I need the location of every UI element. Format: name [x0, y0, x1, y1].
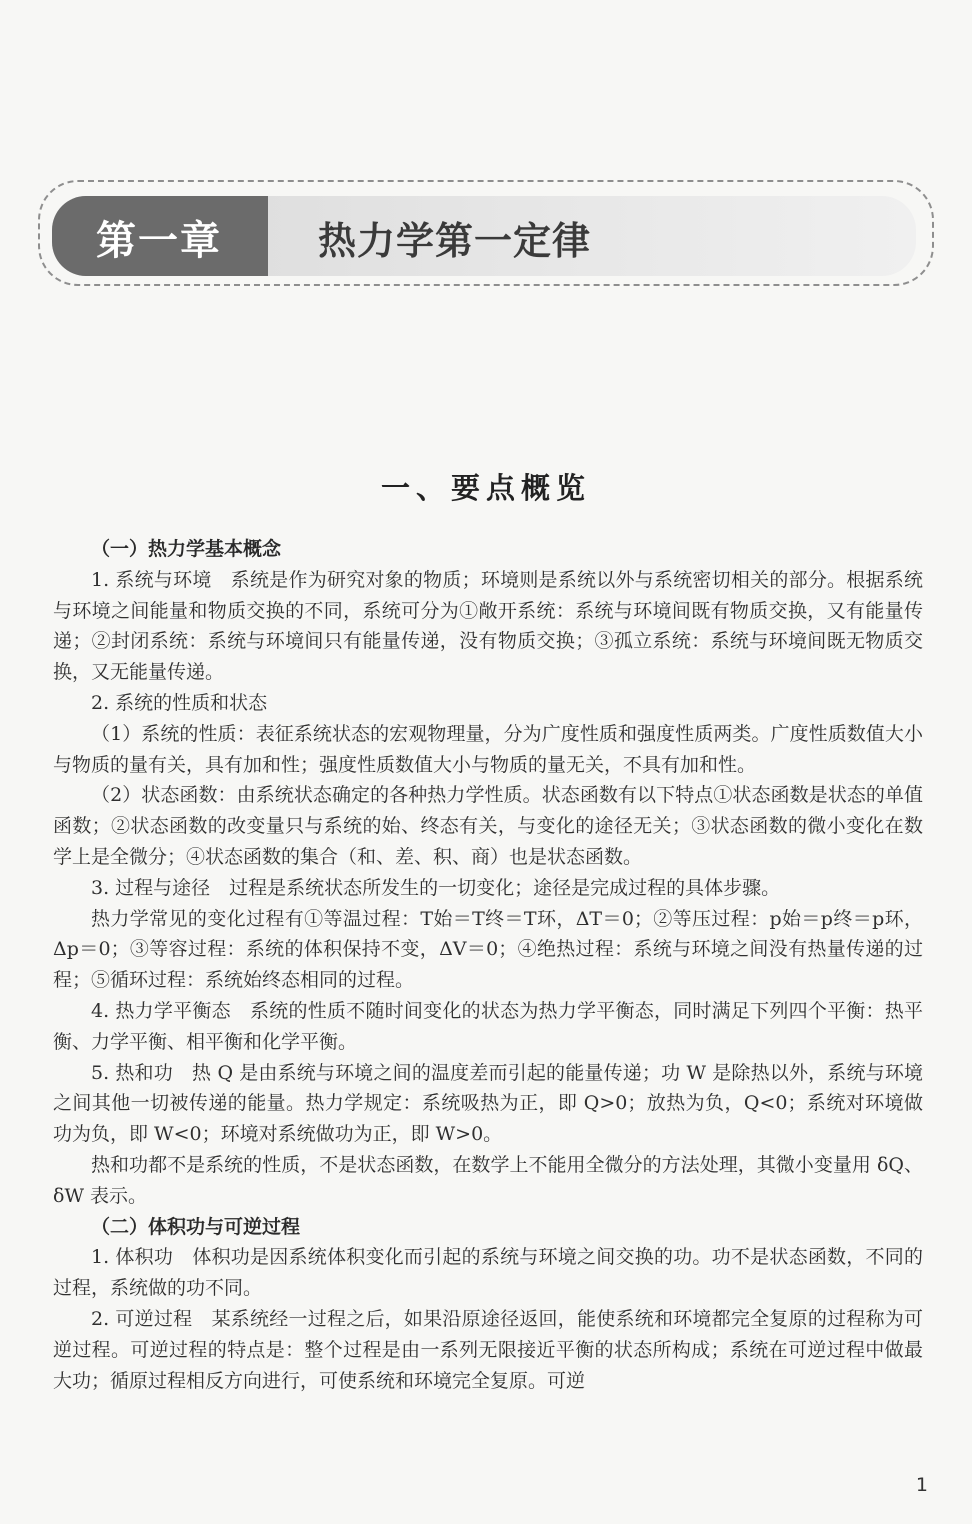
paragraph: 热力学常见的变化过程有①等温过程：T始＝T终＝T环，ΔT＝0；②等压过程：p始＝p终＝p环，Δp＝0；③等容过程：系统的体积保持不变，ΔV＝0；④绝热过程：系统与环境之间没有热量传递的过程；⑤循环过程：系统始终态相同的过程。	[53, 907, 923, 992]
chapter-title: 热力学第一定律	[318, 219, 592, 263]
chapter-number-box	[52, 196, 268, 276]
paragraph: 热和功都不是系统的性质，不是状态函数，在数学上不能用全微分的方法处理，其微小变量用 δQ、δW 表示。	[53, 1153, 923, 1207]
paragraph: 5. 热和功 热 Q 是由系统与环境之间的温度差而引起的能量传递；功 W 是除热以外，系统与环境之间其他一切被传递的能量。热力学规定：系统吸热为正，即 Q>0；放热为负，Q<0；系统对环境做功为负，即 W<0；环境对系统做功为正，即 W>0。	[53, 1061, 923, 1146]
subsection-heading: （一）热力学基本概念	[91, 538, 282, 560]
paragraph: 1. 系统与环境 系统是作为研究对象的物质；环境则是系统以外与系统密切相关的部分。根据系统与环境之间能量和物质交换的不同，系统可分为①敞开系统：系统与环境间既有物质交换，又有能量传递；②封闭系统：系统与环境间只有能量传递，没有物质交换；③孤立系统：系统与环境间既无物质交换，又无能量传递。	[53, 568, 923, 684]
page-number: 1	[915, 1474, 928, 1496]
chapter-number: 第一章	[96, 218, 222, 264]
paragraph: 3. 过程与途径 过程是系统状态所发生的一切变化；途径是完成过程的具体步骤。	[91, 876, 781, 899]
chapter-banner	[52, 196, 916, 276]
subsection-heading: （二）体积功与可逆过程	[91, 1215, 301, 1238]
paragraph: （2）状态函数：由系统状态确定的各种热力学性质。状态函数有以下特点①状态函数是状态的单值函数；②状态函数的改变量只与系统的始、终态有关，与变化的途径无关；③状态函数的微小变化在数学上是全微分；④状态函数的集合（和、差、积、商）也是状态函数。	[53, 784, 923, 868]
paragraph: 4. 热力学平衡态 系统的性质不随时间变化的状态为热力学平衡态，同时满足下列四个平衡：热平衡、力学平衡、相平衡和化学平衡。	[53, 999, 923, 1053]
paragraph: 2. 可逆过程 某系统经一过程之后，如果沿原途径返回，能使系统和环境都完全复原的过程称为可逆过程。可逆过程的特点是：整个过程是由一系列无限接近平衡的状态所构成；系统在可逆过程中做最大功；循原过程相反方向进行，可使系统和环境完全复原。可逆	[53, 1307, 923, 1392]
paragraph: 2. 系统的性质和状态	[91, 691, 268, 714]
body-text	[53, 534, 923, 1396]
paragraph: （1）系统的性质：表征系统状态的宏观物理量，分为广度性质和强度性质两类。广度性质数值大小与物质的量有关，具有加和性；强度性质数值大小与物质的量无关，不具有加和性。	[53, 722, 923, 776]
paragraph: 1. 体积功 体积功是因系统体积变化而引起的系统与环境之间交换的功。功不是状态函数，不同的过程，系统做的功不同。	[53, 1246, 923, 1300]
section-heading: 一、要点概览	[380, 471, 591, 505]
